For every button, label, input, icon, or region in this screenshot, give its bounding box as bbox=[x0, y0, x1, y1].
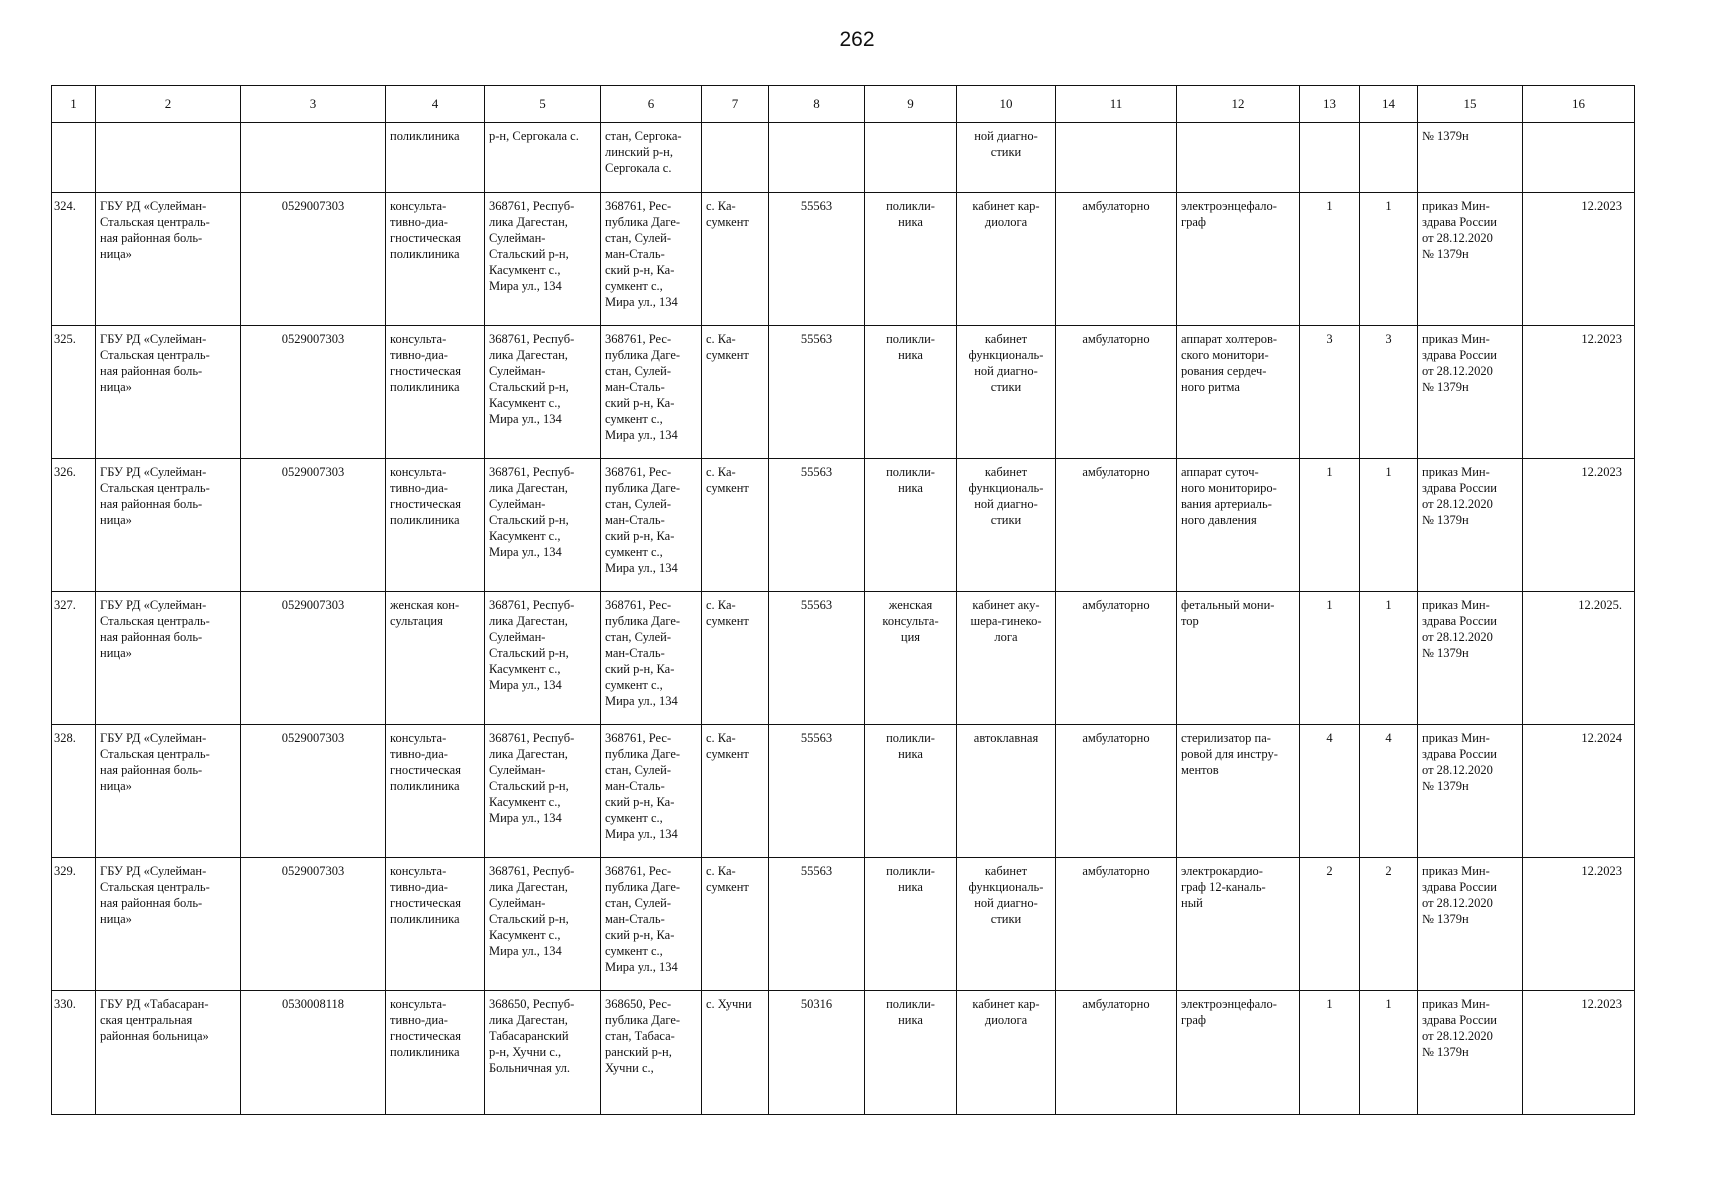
cell-date: 12.2024 bbox=[1523, 725, 1635, 858]
column-header: 11 bbox=[1056, 86, 1177, 123]
cell-quantity-13: 1 bbox=[1300, 991, 1360, 1115]
cell-unit: поликлиника bbox=[386, 123, 485, 193]
cell-facility-type: поликли- ника bbox=[865, 858, 957, 991]
cell-order: приказ Мин- здрава России от 28.12.2020 № 1379н bbox=[1418, 193, 1523, 326]
cell-inn: 0529007303 bbox=[241, 592, 386, 725]
cell-actual-address: 368761, Рес- публика Даге- стан, Сулей- ман-Сталь- ский р-н, Ка- сумкент с., Мира ул., 134 bbox=[601, 459, 702, 592]
cell-settlement: с. Ка- сумкент bbox=[702, 459, 769, 592]
cell-settlement bbox=[702, 123, 769, 193]
cell-quantity-14 bbox=[1360, 123, 1418, 193]
cell-settlement: с. Ка- сумкент bbox=[702, 858, 769, 991]
cell-actual-address: 368761, Рес- публика Даге- стан, Сулей- ман-Сталь- ский р-н, Ка- сумкент с., Мира ул., 134 bbox=[601, 193, 702, 326]
cell-organization: ГБУ РД «Сулейман- Стальская централь- ная районная боль- ница» bbox=[96, 193, 241, 326]
cell-order: № 1379н bbox=[1418, 123, 1523, 193]
cell-quantity-13 bbox=[1300, 123, 1360, 193]
cell-date: 12.2025. bbox=[1523, 592, 1635, 725]
cell-care-mode bbox=[1056, 123, 1177, 193]
cell-facility-type: женская консульта- ция bbox=[865, 592, 957, 725]
cell-quantity-13: 1 bbox=[1300, 592, 1360, 725]
table-row bbox=[52, 592, 1635, 725]
cell-settlement: с. Ка- сумкент bbox=[702, 193, 769, 326]
column-header: 2 bbox=[96, 86, 241, 123]
cell-oktmo bbox=[769, 123, 865, 193]
cell-unit: женская кон- сультация bbox=[386, 592, 485, 725]
cell-equipment: фетальный мони- тор bbox=[1177, 592, 1300, 725]
cell-legal-address: 368761, Респуб- лика Дагестан, Сулейман- Стальский р-н, Касумкент с., Мира ул., 134 bbox=[485, 326, 601, 459]
cell-equipment: электроэнцефало- граф bbox=[1177, 991, 1300, 1115]
cell-settlement: с. Ка- сумкент bbox=[702, 326, 769, 459]
cell-legal-address: 368761, Респуб- лика Дагестан, Сулейман- Стальский р-н, Касумкент с., Мира ул., 134 bbox=[485, 592, 601, 725]
cell-quantity-14: 3 bbox=[1360, 326, 1418, 459]
column-header: 7 bbox=[702, 86, 769, 123]
cell-equipment bbox=[1177, 123, 1300, 193]
cell-room: кабинет кар- диолога bbox=[957, 991, 1056, 1115]
cell-oktmo: 55563 bbox=[769, 725, 865, 858]
cell-legal-address: 368761, Респуб- лика Дагестан, Сулейман- Стальский р-н, Касумкент с., Мира ул., 134 bbox=[485, 193, 601, 326]
cell-facility-type: поликли- ника bbox=[865, 459, 957, 592]
cell-organization: ГБУ РД «Сулейман- Стальская централь- ная районная боль- ница» bbox=[96, 725, 241, 858]
cell-care-mode: амбулаторно bbox=[1056, 326, 1177, 459]
table-row bbox=[52, 725, 1635, 858]
cell-date: 12.2023 bbox=[1523, 326, 1635, 459]
cell-equipment: аппарат холтеров- ского монитори- рования сердеч- ного ритма bbox=[1177, 326, 1300, 459]
cell-settlement: с. Ка- сумкент bbox=[702, 592, 769, 725]
cell-room: кабинет функциональ- ной диагно- стики bbox=[957, 326, 1056, 459]
cell-inn: 0530008118 bbox=[241, 991, 386, 1115]
cell-care-mode: амбулаторно bbox=[1056, 991, 1177, 1115]
column-header: 9 bbox=[865, 86, 957, 123]
cell-care-mode: амбулаторно bbox=[1056, 459, 1177, 592]
cell-number: 325. bbox=[52, 326, 96, 459]
cell-quantity-14: 4 bbox=[1360, 725, 1418, 858]
table-row bbox=[52, 326, 1635, 459]
column-header: 8 bbox=[769, 86, 865, 123]
cell-quantity-13: 1 bbox=[1300, 459, 1360, 592]
cell-quantity-14: 1 bbox=[1360, 193, 1418, 326]
cell-inn: 0529007303 bbox=[241, 725, 386, 858]
cell-quantity-13: 4 bbox=[1300, 725, 1360, 858]
column-header: 4 bbox=[386, 86, 485, 123]
cell-quantity-14: 1 bbox=[1360, 459, 1418, 592]
cell-facility-type: поликли- ника bbox=[865, 193, 957, 326]
column-header: 3 bbox=[241, 86, 386, 123]
cell-facility-type: поликли- ника bbox=[865, 725, 957, 858]
cell-room: кабинет функциональ- ной диагно- стики bbox=[957, 858, 1056, 991]
cell-room: кабинет функциональ- ной диагно- стики bbox=[957, 459, 1056, 592]
cell-unit: консульта- тивно-диа- гностическая поликлиника bbox=[386, 991, 485, 1115]
cell-date: 12.2023 bbox=[1523, 193, 1635, 326]
cell-inn: 0529007303 bbox=[241, 193, 386, 326]
table-row bbox=[52, 193, 1635, 326]
table-row bbox=[52, 858, 1635, 991]
cell-care-mode: амбулаторно bbox=[1056, 858, 1177, 991]
cell-oktmo: 55563 bbox=[769, 459, 865, 592]
cell-oktmo: 50316 bbox=[769, 991, 865, 1115]
cell-organization: ГБУ РД «Сулейман- Стальская централь- ная районная боль- ница» bbox=[96, 326, 241, 459]
cell-order: приказ Мин- здрава России от 28.12.2020 № 1379н bbox=[1418, 991, 1523, 1115]
column-header: 6 bbox=[601, 86, 702, 123]
cell-actual-address: 368761, Рес- публика Даге- стан, Сулей- ман-Сталь- ский р-н, Ка- сумкент с., Мира ул., 134 bbox=[601, 858, 702, 991]
cell-date: 12.2023 bbox=[1523, 858, 1635, 991]
cell-order: приказ Мин- здрава России от 28.12.2020 № 1379н bbox=[1418, 592, 1523, 725]
cell-room: ной диагно- стики bbox=[957, 123, 1056, 193]
column-header: 15 bbox=[1418, 86, 1523, 123]
table-row bbox=[52, 991, 1635, 1115]
cell-actual-address: 368761, Рес- публика Даге- стан, Сулей- ман-Сталь- ский р-н, Ка- сумкент с., Мира ул., 134 bbox=[601, 592, 702, 725]
cell-actual-address: 368761, Рес- публика Даге- стан, Сулей- ман-Сталь- ский р-н, Ка- сумкент с., Мира ул., 134 bbox=[601, 326, 702, 459]
cell-care-mode: амбулаторно bbox=[1056, 725, 1177, 858]
cell-inn: 0529007303 bbox=[241, 858, 386, 991]
cell-number: 324. bbox=[52, 193, 96, 326]
cell-organization: ГБУ РД «Сулейман- Стальская централь- ная районная боль- ница» bbox=[96, 858, 241, 991]
cell-organization bbox=[96, 123, 241, 193]
column-number-row bbox=[52, 86, 1635, 123]
continuation-row bbox=[52, 123, 1635, 193]
cell-actual-address: 368650, Рес- публика Даге- стан, Табаса- ранский р-н, Хучни с., bbox=[601, 991, 702, 1115]
cell-number bbox=[52, 123, 96, 193]
cell-unit: консульта- тивно-диа- гностическая поликлиника bbox=[386, 858, 485, 991]
cell-quantity-14: 1 bbox=[1360, 991, 1418, 1115]
table-row bbox=[52, 459, 1635, 592]
cell-legal-address: 368761, Респуб- лика Дагестан, Сулейман- Стальский р-н, Касумкент с., Мира ул., 134 bbox=[485, 725, 601, 858]
column-header: 13 bbox=[1300, 86, 1360, 123]
cell-legal-address: 368761, Респуб- лика Дагестан, Сулейман- Стальский р-н, Касумкент с., Мира ул., 134 bbox=[485, 858, 601, 991]
cell-room: автоклавная bbox=[957, 725, 1056, 858]
cell-equipment: аппарат суточ- ного мониториро- вания артериаль- ного давления bbox=[1177, 459, 1300, 592]
cell-actual-address: стан, Сергока- линский р-н, Сергокала с. bbox=[601, 123, 702, 193]
cell-organization: ГБУ РД «Сулейман- Стальская централь- ная районная боль- ница» bbox=[96, 592, 241, 725]
column-header: 12 bbox=[1177, 86, 1300, 123]
cell-legal-address: 368650, Респуб- лика Дагестан, Табасаранский р-н, Хучни с., Больничная ул. bbox=[485, 991, 601, 1115]
cell-facility-type bbox=[865, 123, 957, 193]
cell-quantity-14: 2 bbox=[1360, 858, 1418, 991]
cell-unit: консульта- тивно-диа- гностическая поликлиника bbox=[386, 459, 485, 592]
column-header: 1 bbox=[52, 86, 96, 123]
cell-unit: консульта- тивно-диа- гностическая поликлиника bbox=[386, 326, 485, 459]
cell-care-mode: амбулаторно bbox=[1056, 193, 1177, 326]
cell-unit: консульта- тивно-диа- гностическая поликлиника bbox=[386, 193, 485, 326]
cell-number: 328. bbox=[52, 725, 96, 858]
cell-room: кабинет аку- шера-гинеко- лога bbox=[957, 592, 1056, 725]
cell-legal-address: 368761, Респуб- лика Дагестан, Сулейман- Стальский р-н, Касумкент с., Мира ул., 134 bbox=[485, 459, 601, 592]
cell-equipment: стерилизатор па- ровой для инстру- ментов bbox=[1177, 725, 1300, 858]
cell-order: приказ Мин- здрава России от 28.12.2020 № 1379н bbox=[1418, 459, 1523, 592]
cell-legal-address: р-н, Сергокала с. bbox=[485, 123, 601, 193]
cell-room: кабинет кар- диолога bbox=[957, 193, 1056, 326]
cell-settlement: с. Хучни bbox=[702, 991, 769, 1115]
equipment-table bbox=[51, 85, 1635, 1115]
cell-inn: 0529007303 bbox=[241, 459, 386, 592]
cell-organization: ГБУ РД «Сулейман- Стальская централь- ная районная боль- ница» bbox=[96, 459, 241, 592]
cell-equipment: электрокардио- граф 12-каналь- ный bbox=[1177, 858, 1300, 991]
cell-quantity-14: 1 bbox=[1360, 592, 1418, 725]
cell-quantity-13: 3 bbox=[1300, 326, 1360, 459]
column-header: 16 bbox=[1523, 86, 1635, 123]
cell-organization: ГБУ РД «Табасаран- ская центральная районная больница» bbox=[96, 991, 241, 1115]
cell-number: 327. bbox=[52, 592, 96, 725]
cell-care-mode: амбулаторно bbox=[1056, 592, 1177, 725]
cell-unit: консульта- тивно-диа- гностическая поликлиника bbox=[386, 725, 485, 858]
cell-facility-type: поликли- ника bbox=[865, 991, 957, 1115]
cell-quantity-13: 1 bbox=[1300, 193, 1360, 326]
column-header: 5 bbox=[485, 86, 601, 123]
cell-order: приказ Мин- здрава России от 28.12.2020 № 1379н bbox=[1418, 858, 1523, 991]
cell-order: приказ Мин- здрава России от 28.12.2020 № 1379н bbox=[1418, 326, 1523, 459]
cell-inn: 0529007303 bbox=[241, 326, 386, 459]
cell-number: 326. bbox=[52, 459, 96, 592]
cell-oktmo: 55563 bbox=[769, 592, 865, 725]
column-header: 14 bbox=[1360, 86, 1418, 123]
cell-order: приказ Мин- здрава России от 28.12.2020 № 1379н bbox=[1418, 725, 1523, 858]
cell-number: 330. bbox=[52, 991, 96, 1115]
cell-settlement: с. Ка- сумкент bbox=[702, 725, 769, 858]
cell-date: 12.2023 bbox=[1523, 459, 1635, 592]
cell-oktmo: 55563 bbox=[769, 858, 865, 991]
cell-oktmo: 55563 bbox=[769, 193, 865, 326]
cell-oktmo: 55563 bbox=[769, 326, 865, 459]
page-number: 262 bbox=[839, 28, 875, 51]
cell-inn bbox=[241, 123, 386, 193]
cell-equipment: электроэнцефало- граф bbox=[1177, 193, 1300, 326]
cell-facility-type: поликли- ника bbox=[865, 326, 957, 459]
cell-quantity-13: 2 bbox=[1300, 858, 1360, 991]
cell-actual-address: 368761, Рес- публика Даге- стан, Сулей- ман-Сталь- ский р-н, Ка- сумкент с., Мира ул., 134 bbox=[601, 725, 702, 858]
cell-date bbox=[1523, 123, 1635, 193]
cell-date: 12.2023 bbox=[1523, 991, 1635, 1115]
cell-number: 329. bbox=[52, 858, 96, 991]
column-header: 10 bbox=[957, 86, 1056, 123]
